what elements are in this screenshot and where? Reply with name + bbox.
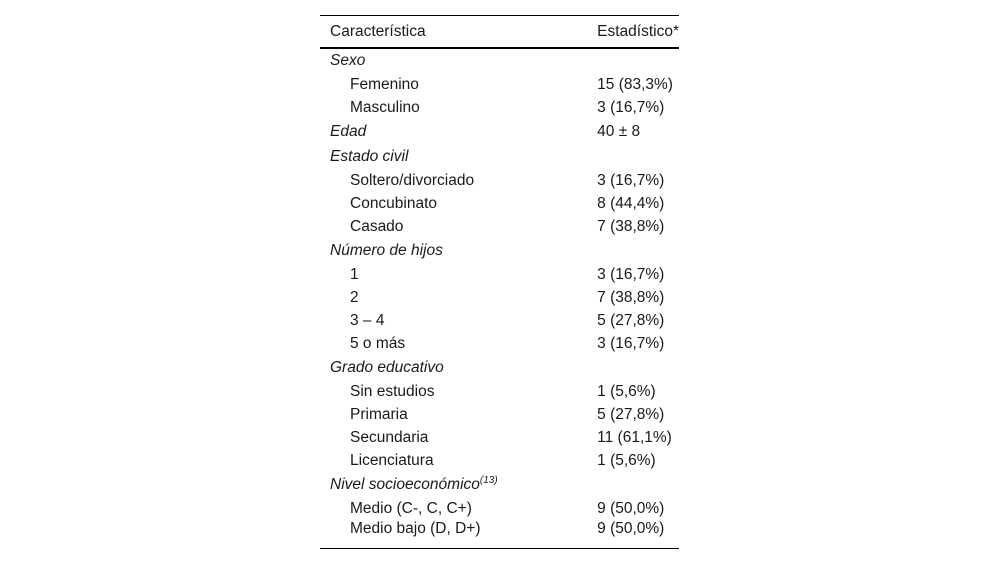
table-row <box>320 449 679 472</box>
row-value: 7 (38,8%) <box>597 217 665 235</box>
row-label: Soltero/divorciado <box>350 171 475 189</box>
row-label: Femenino <box>350 75 419 93</box>
row-value: 1 (5,6%) <box>597 451 656 469</box>
table-row <box>320 73 679 96</box>
row-label: Concubinato <box>350 194 438 212</box>
characteristics-table-container <box>320 15 679 549</box>
row-label: Casado <box>350 217 404 235</box>
table-row <box>320 96 679 119</box>
row-value: 1 (5,6%) <box>597 382 656 400</box>
group-label: Grado educativo <box>330 358 444 376</box>
row-label: Licenciatura <box>350 451 434 469</box>
table-row <box>320 309 679 332</box>
group-row-hijos <box>320 238 679 263</box>
group-row-educativo <box>320 355 679 380</box>
row-value: 9 (50,0%) <box>597 499 665 517</box>
row-value: 11 (61,1%) <box>597 428 672 446</box>
row-value: 5 (27,8%) <box>597 405 665 423</box>
row-value: 3 (16,7%) <box>597 265 665 283</box>
row-label: 3 – 4 <box>350 311 385 329</box>
table-row <box>320 215 679 238</box>
group-row-sexo <box>320 48 679 73</box>
row-value: 15 (83,3%) <box>597 75 673 93</box>
group-row-edad <box>320 119 679 144</box>
group-label: Número de hijos <box>330 241 443 259</box>
row-label: Medio bajo (D, D+) <box>320 520 597 549</box>
table-row <box>320 497 679 520</box>
group-label <box>320 472 597 497</box>
group-row-estado-civil <box>320 144 679 169</box>
row-value: 8 (44,4%) <box>597 194 665 212</box>
row-value: 40 ± 8 <box>597 122 641 140</box>
row-value: 7 (38,8%) <box>597 288 665 306</box>
table-row <box>320 403 679 426</box>
group-label: Estado civil <box>330 147 409 165</box>
table-row <box>320 426 679 449</box>
table-row <box>320 169 679 192</box>
table-row <box>320 263 679 286</box>
row-label: Masculino <box>350 98 420 116</box>
characteristics-table <box>320 15 679 549</box>
row-value: 3 (16,7%) <box>597 171 665 189</box>
group-label: Sexo <box>330 52 366 69</box>
row-value: 9 (50,0%) <box>597 520 679 549</box>
row-value: 3 (16,7%) <box>597 98 665 116</box>
header-estadistico: Estadístico* <box>597 16 679 49</box>
row-value: 5 (27,8%) <box>597 311 665 329</box>
row-label: 5 o más <box>350 334 406 352</box>
row-label: 2 <box>350 288 359 306</box>
row-label: Secundaria <box>350 428 429 446</box>
group-row-nivel <box>320 472 679 497</box>
table-header-row <box>320 16 679 49</box>
group-label-text: Nivel socioeconómico <box>330 475 480 493</box>
header-caracteristica: Característica <box>320 16 597 49</box>
row-label: Primaria <box>350 405 408 423</box>
reference-superscript: (13) <box>479 474 498 486</box>
group-label: Edad <box>330 122 367 140</box>
row-label: Medio (C-, C, C+) <box>350 499 472 517</box>
table-row <box>320 520 679 549</box>
table-row <box>320 332 679 355</box>
table-row <box>320 192 679 215</box>
row-value: 3 (16,7%) <box>597 334 665 352</box>
table-row <box>320 380 679 403</box>
row-label: Sin estudios <box>350 382 435 400</box>
row-label: 1 <box>350 265 359 283</box>
table-row <box>320 286 679 309</box>
